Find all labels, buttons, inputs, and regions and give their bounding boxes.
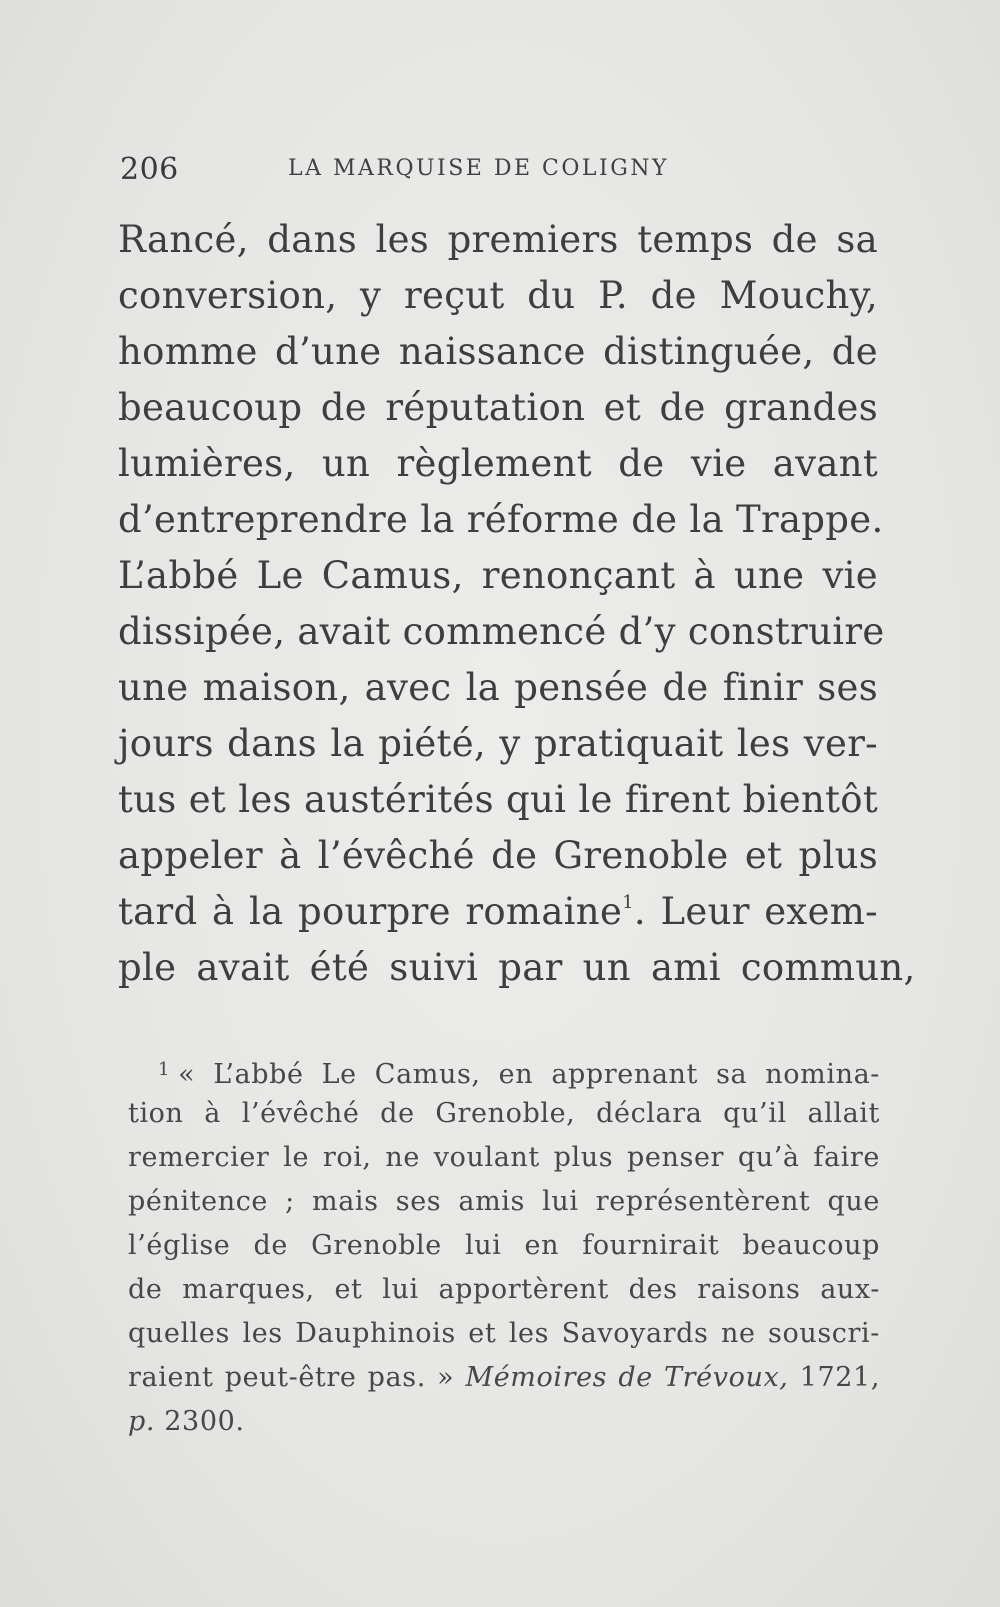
body-line-9: une maison, avec la pensée de finir ses [118,666,878,709]
page-header [120,152,860,192]
body-line-13-continuation: . Leur exem- [633,890,878,933]
footnote-reference: 1 [622,892,634,913]
footnote-line-8 [128,1356,880,1400]
page-number: 206 [120,152,179,187]
body-line-8: dissipée, avait commencé d’y construire [118,610,885,653]
body-line-2: conversion, y reçut du P. de Mouchy, [118,274,878,317]
body-line-6: d’entreprendre la réforme de la Trappe. [118,498,884,541]
footnote-marker: 1 [158,1059,171,1080]
body-line-14: ple avait été suivi par un ami commun, [118,946,916,989]
body-line-13 [118,884,878,940]
footnote-line-5: l’église de Grenoble lui en fournirait beaucoup [128,1230,880,1261]
footnote-line-6: de marques, et lui apportèrent des raisons aux- [128,1274,880,1305]
footnote-line-1 [128,1048,880,1092]
citation-year: 1721, [799,1362,880,1393]
footnote-line-1-text: « L’abbé Le Camus, en apprenant sa nomina- [178,1059,880,1090]
citation-page: 2300. [164,1406,245,1437]
body-line-13-text: tard à la pourpre romaine [118,890,623,933]
running-title: LA MARQUISE DE COLIGNY [288,156,670,181]
body-line-11: tus et les austérités qui le firent bientôt [118,778,878,821]
body-line-12: appeler à l’évêché de Grenoble et plus [118,834,878,877]
body-line-10: jours dans la piété, y pratiquait les ver- [118,722,878,765]
citation-page-prefix: p. [128,1406,156,1437]
footnote [128,1048,880,1444]
footnote-line-4: pénitence ; mais ses amis lui représentèrent que [128,1186,880,1217]
footnote-line-3: remercier le roi, ne voulant plus penser qu’à faire [128,1142,880,1173]
body-text [118,212,916,996]
footnote-line-8-text: raient peut-être pas. » [128,1362,455,1393]
body-line-7: L’abbé Le Camus, renonçant à une vie [118,554,878,597]
footnote-line-2: tion à l’évêché de Grenoble, déclara qu’il allait [128,1098,880,1129]
body-line-3: homme d’une naissance distinguée, de [118,330,878,373]
body-line-5: lumières, un règlement de vie avant [118,442,878,485]
footnote-line-9 [128,1400,880,1444]
body-line-4: beaucoup de réputation et de grandes [118,386,878,429]
body-line-1: Rancé, dans les premiers temps de sa [118,218,878,261]
footnote-line-7: quelles les Dauphinois et les Savoyards ne souscri- [128,1318,880,1349]
citation-title: Mémoires de Trévoux, [465,1362,789,1393]
